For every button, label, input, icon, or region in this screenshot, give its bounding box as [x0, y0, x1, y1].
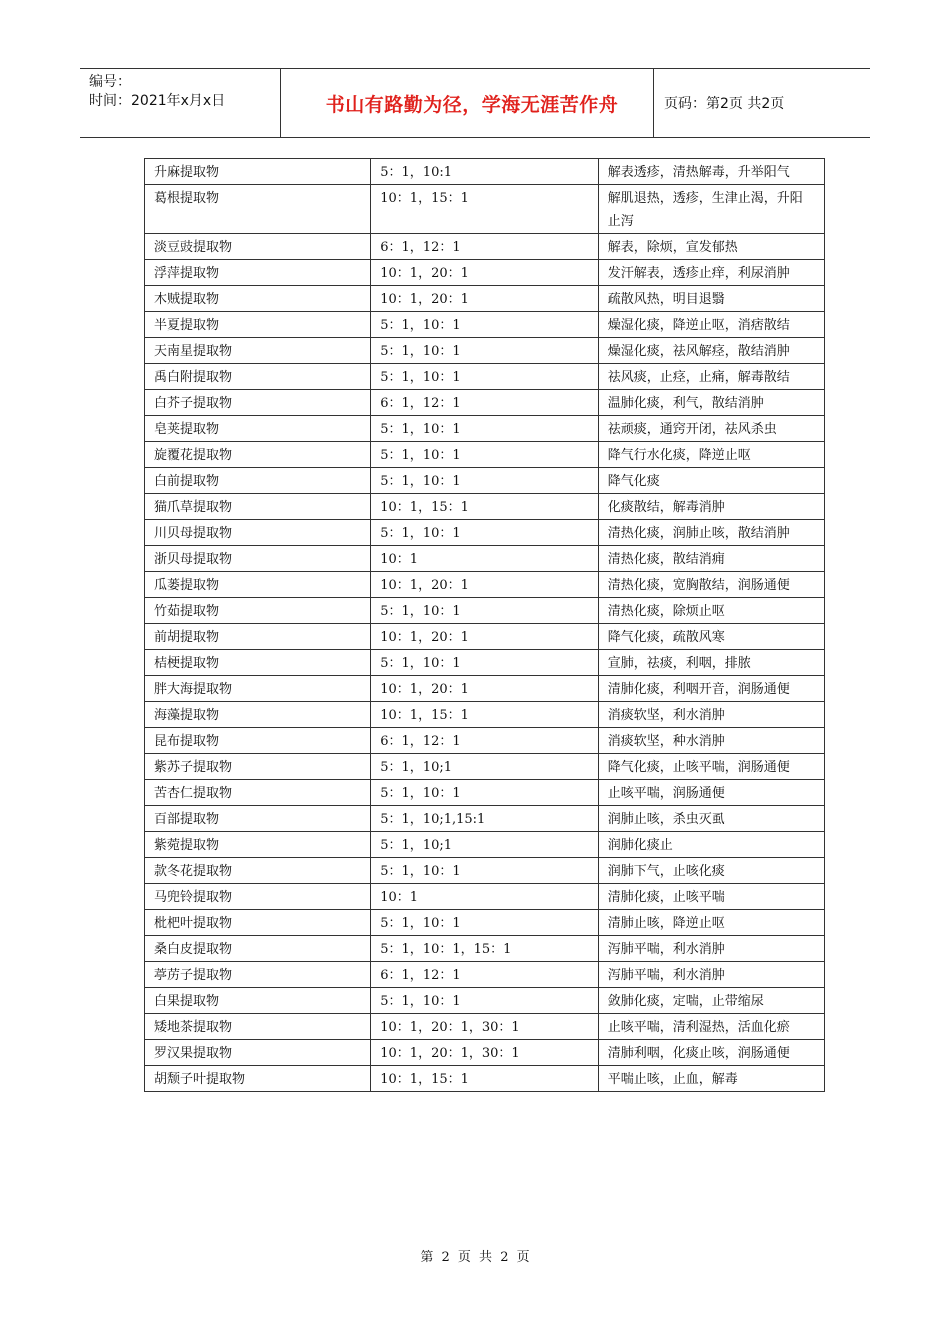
table-row [145, 312, 825, 338]
header-motto: 书山有路勤为径，学海无涯苦作舟 [281, 69, 654, 137]
extract-effect-cell: 止咳平喘，清利湿热，活血化瘀 [598, 1014, 824, 1040]
extract-name-cell: 马兜铃提取物 [145, 884, 371, 910]
extract-ratio-cell: 5：1，10：1，15：1 [371, 936, 598, 962]
table-row [145, 858, 825, 884]
extract-name-cell: 升麻提取物 [145, 159, 371, 185]
table-row [145, 676, 825, 702]
extract-effect-cell: 宣肺，祛痰，利咽，排脓 [598, 650, 824, 676]
table-row [145, 572, 825, 598]
table-row [145, 884, 825, 910]
table-row [145, 598, 825, 624]
extract-ratio-cell: 5：1，10：1 [371, 468, 598, 494]
extract-name-cell: 川贝母提取物 [145, 520, 371, 546]
extract-effect-cell: 泻肺平喘，利水消肿 [598, 962, 824, 988]
extract-table-body [145, 159, 825, 1092]
extract-effect-cell: 祛顽痰，通窍开闭，祛风杀虫 [598, 416, 824, 442]
extract-ratio-cell: 6：1，12：1 [371, 728, 598, 754]
extract-ratio-cell: 10：1，20：1 [371, 624, 598, 650]
extract-name-cell: 禹白附提取物 [145, 364, 371, 390]
extract-effect-cell: 消痰软坚，种水消肿 [598, 728, 824, 754]
table-row [145, 520, 825, 546]
extract-effect-cell: 敛肺化痰，定喘，止带缩尿 [598, 988, 824, 1014]
table-row [145, 159, 825, 185]
extract-effect-cell: 润肺化痰止 [598, 832, 824, 858]
extract-effect-cell: 降气化痰 [598, 468, 824, 494]
table-row [145, 286, 825, 312]
extract-effect-cell: 燥湿化痰，祛风解痉，散结消肿 [598, 338, 824, 364]
table-row [145, 754, 825, 780]
table-row [145, 936, 825, 962]
extract-name-cell: 竹茹提取物 [145, 598, 371, 624]
extract-effect-cell: 降气化痰，疏散风寒 [598, 624, 824, 650]
extract-ratio-cell: 5：1，10：1 [371, 416, 598, 442]
table-row [145, 494, 825, 520]
extract-effect-cell: 解肌退热，透疹，生津止渴，升阳止泻 [598, 185, 824, 234]
extract-name-cell: 桔梗提取物 [145, 650, 371, 676]
table-row [145, 832, 825, 858]
extract-name-cell: 白芥子提取物 [145, 390, 371, 416]
extract-effect-cell: 消痰软坚，利水消肿 [598, 702, 824, 728]
extract-ratio-cell: 10：1，20：1，30：1 [371, 1040, 598, 1066]
extract-name-cell: 旋覆花提取物 [145, 442, 371, 468]
table-row [145, 1014, 825, 1040]
extract-ratio-cell: 10：1，20：1 [371, 260, 598, 286]
table-row [145, 728, 825, 754]
extract-effect-cell: 清热化痰，除烦止呕 [598, 598, 824, 624]
extract-name-cell: 浙贝母提取物 [145, 546, 371, 572]
extract-ratio-cell: 5：1，10:1 [371, 159, 598, 185]
extract-name-cell: 款冬花提取物 [145, 858, 371, 884]
table-row [145, 1040, 825, 1066]
extract-effect-cell: 清热化痰，散结消痈 [598, 546, 824, 572]
extract-ratio-cell: 5：1，10：1 [371, 910, 598, 936]
extract-effect-cell: 解表，除烦，宣发郁热 [598, 234, 824, 260]
table-row [145, 702, 825, 728]
extract-effect-cell: 清肺化痰，止咳平喘 [598, 884, 824, 910]
table-row [145, 416, 825, 442]
table-row [145, 185, 825, 234]
extract-ratio-cell: 10：1，20：1 [371, 676, 598, 702]
table-row [145, 624, 825, 650]
extract-name-cell: 前胡提取物 [145, 624, 371, 650]
table-row [145, 260, 825, 286]
extract-name-cell: 昆布提取物 [145, 728, 371, 754]
extract-name-cell: 海藻提取物 [145, 702, 371, 728]
extract-name-cell: 桑白皮提取物 [145, 936, 371, 962]
extract-name-cell: 天南星提取物 [145, 338, 371, 364]
extract-ratio-cell: 5：1，10;1 [371, 832, 598, 858]
extract-effect-cell: 泻肺平喘，利水消肿 [598, 936, 824, 962]
extract-ratio-cell: 5：1，10：1 [371, 650, 598, 676]
document-time-label: 时间：2021年x月x日 [89, 93, 226, 109]
extract-effect-cell: 润肺止咳，杀虫灭虱 [598, 806, 824, 832]
extract-ratio-cell: 10：1，15：1 [371, 494, 598, 520]
extract-name-cell: 猫爪草提取物 [145, 494, 371, 520]
table-row [145, 546, 825, 572]
table-row [145, 780, 825, 806]
extract-ratio-cell: 5：1，10：1 [371, 520, 598, 546]
extract-name-cell: 罗汉果提取物 [145, 1040, 371, 1066]
extract-effect-cell: 清热化痰，润肺止咳，散结消肿 [598, 520, 824, 546]
header-page-info: 页码：第2页 共2页 [664, 96, 785, 112]
table-row [145, 988, 825, 1014]
extract-ratio-cell: 10：1，15：1 [371, 1066, 598, 1092]
extract-ratio-cell: 5：1，10：1 [371, 442, 598, 468]
table-row [145, 962, 825, 988]
extract-name-cell: 淡豆豉提取物 [145, 234, 371, 260]
extract-effect-cell: 平喘止咳，止血，解毒 [598, 1066, 824, 1092]
header-meta [80, 69, 281, 137]
table-row [145, 390, 825, 416]
extract-effect-cell: 润肺下气，止咳化痰 [598, 858, 824, 884]
extract-effect-cell: 燥湿化痰，降逆止呕，消痞散结 [598, 312, 824, 338]
extract-effect-cell: 清热化痰，宽胸散结，润肠通便 [598, 572, 824, 598]
table-row [145, 910, 825, 936]
document-number-label: 编号： [89, 74, 131, 90]
extract-name-cell: 木贼提取物 [145, 286, 371, 312]
table-row [145, 338, 825, 364]
extract-ratio-cell: 5：1，10：1 [371, 858, 598, 884]
table-row [145, 364, 825, 390]
table-row [145, 1066, 825, 1092]
table-row [145, 468, 825, 494]
extract-ratio-cell: 5：1，10：1 [371, 338, 598, 364]
extract-effect-cell: 清肺止咳，降逆止呕 [598, 910, 824, 936]
table-row [145, 806, 825, 832]
extract-ratio-cell: 10：1，20：1，30：1 [371, 1014, 598, 1040]
table-row [145, 234, 825, 260]
extract-effect-cell: 发汗解表，透疹止痒，利尿消肿 [598, 260, 824, 286]
extract-ratio-cell: 5：1，10：1 [371, 988, 598, 1014]
extract-name-cell: 葶苈子提取物 [145, 962, 371, 988]
extract-ratio-cell: 10：1，20：1 [371, 286, 598, 312]
extract-effect-cell: 降气行水化痰，降逆止呕 [598, 442, 824, 468]
extract-name-cell: 苦杏仁提取物 [145, 780, 371, 806]
extract-name-cell: 半夏提取物 [145, 312, 371, 338]
extract-ratio-cell: 5：1，10;1,15:1 [371, 806, 598, 832]
extract-ratio-cell: 5：1，10：1 [371, 780, 598, 806]
extract-name-cell: 枇杷叶提取物 [145, 910, 371, 936]
extract-ratio-cell: 10：1，15：1 [371, 702, 598, 728]
extract-ratio-cell: 6：1，12：1 [371, 962, 598, 988]
extract-ratio-cell: 6：1，12：1 [371, 234, 598, 260]
extract-ratio-cell: 10：1 [371, 546, 598, 572]
extract-name-cell: 葛根提取物 [145, 185, 371, 234]
extract-effect-cell: 化痰散结，解毒消肿 [598, 494, 824, 520]
extract-ratio-cell: 5：1，10：1 [371, 364, 598, 390]
extract-ratio-cell: 5：1，10：1 [371, 312, 598, 338]
extract-effect-cell: 清肺利咽，化痰止咳，润肠通便 [598, 1040, 824, 1066]
extract-name-cell: 白果提取物 [145, 988, 371, 1014]
table-row [145, 650, 825, 676]
table-row [145, 442, 825, 468]
extract-effect-cell: 止咳平喘，润肠通便 [598, 780, 824, 806]
extract-effect-cell: 温肺化痰，利气，散结消肿 [598, 390, 824, 416]
extract-name-cell: 百部提取物 [145, 806, 371, 832]
extract-effect-cell: 祛风痰，止痉，止痛，解毒散结 [598, 364, 824, 390]
extract-effect-cell: 疏散风热，明目退翳 [598, 286, 824, 312]
extract-effect-cell: 解表透疹，清热解毒，升举阳气 [598, 159, 824, 185]
extract-effect-cell: 降气化痰，止咳平喘，润肠通便 [598, 754, 824, 780]
extract-name-cell: 矮地茶提取物 [145, 1014, 371, 1040]
extract-ratio-cell: 10：1 [371, 884, 598, 910]
extract-ratio-cell: 10：1，20：1 [371, 572, 598, 598]
extract-table [144, 158, 825, 1092]
extract-name-cell: 浮萍提取物 [145, 260, 371, 286]
extract-name-cell: 瓜蒌提取物 [145, 572, 371, 598]
extract-name-cell: 白前提取物 [145, 468, 371, 494]
extract-name-cell: 胡颓子叶提取物 [145, 1066, 371, 1092]
page-footer: 第 2 页 共 2 页 [420, 1250, 530, 1265]
extract-ratio-cell: 10：1，15：1 [371, 185, 598, 234]
page-header [80, 68, 870, 138]
extract-name-cell: 紫菀提取物 [145, 832, 371, 858]
extract-name-cell: 胖大海提取物 [145, 676, 371, 702]
extract-effect-cell: 清肺化痰，利咽开音，润肠通便 [598, 676, 824, 702]
extract-ratio-cell: 6：1，12：1 [371, 390, 598, 416]
extract-ratio-cell: 5：1，10;1 [371, 754, 598, 780]
extract-name-cell: 紫苏子提取物 [145, 754, 371, 780]
extract-name-cell: 皂荚提取物 [145, 416, 371, 442]
extract-ratio-cell: 5：1，10：1 [371, 598, 598, 624]
